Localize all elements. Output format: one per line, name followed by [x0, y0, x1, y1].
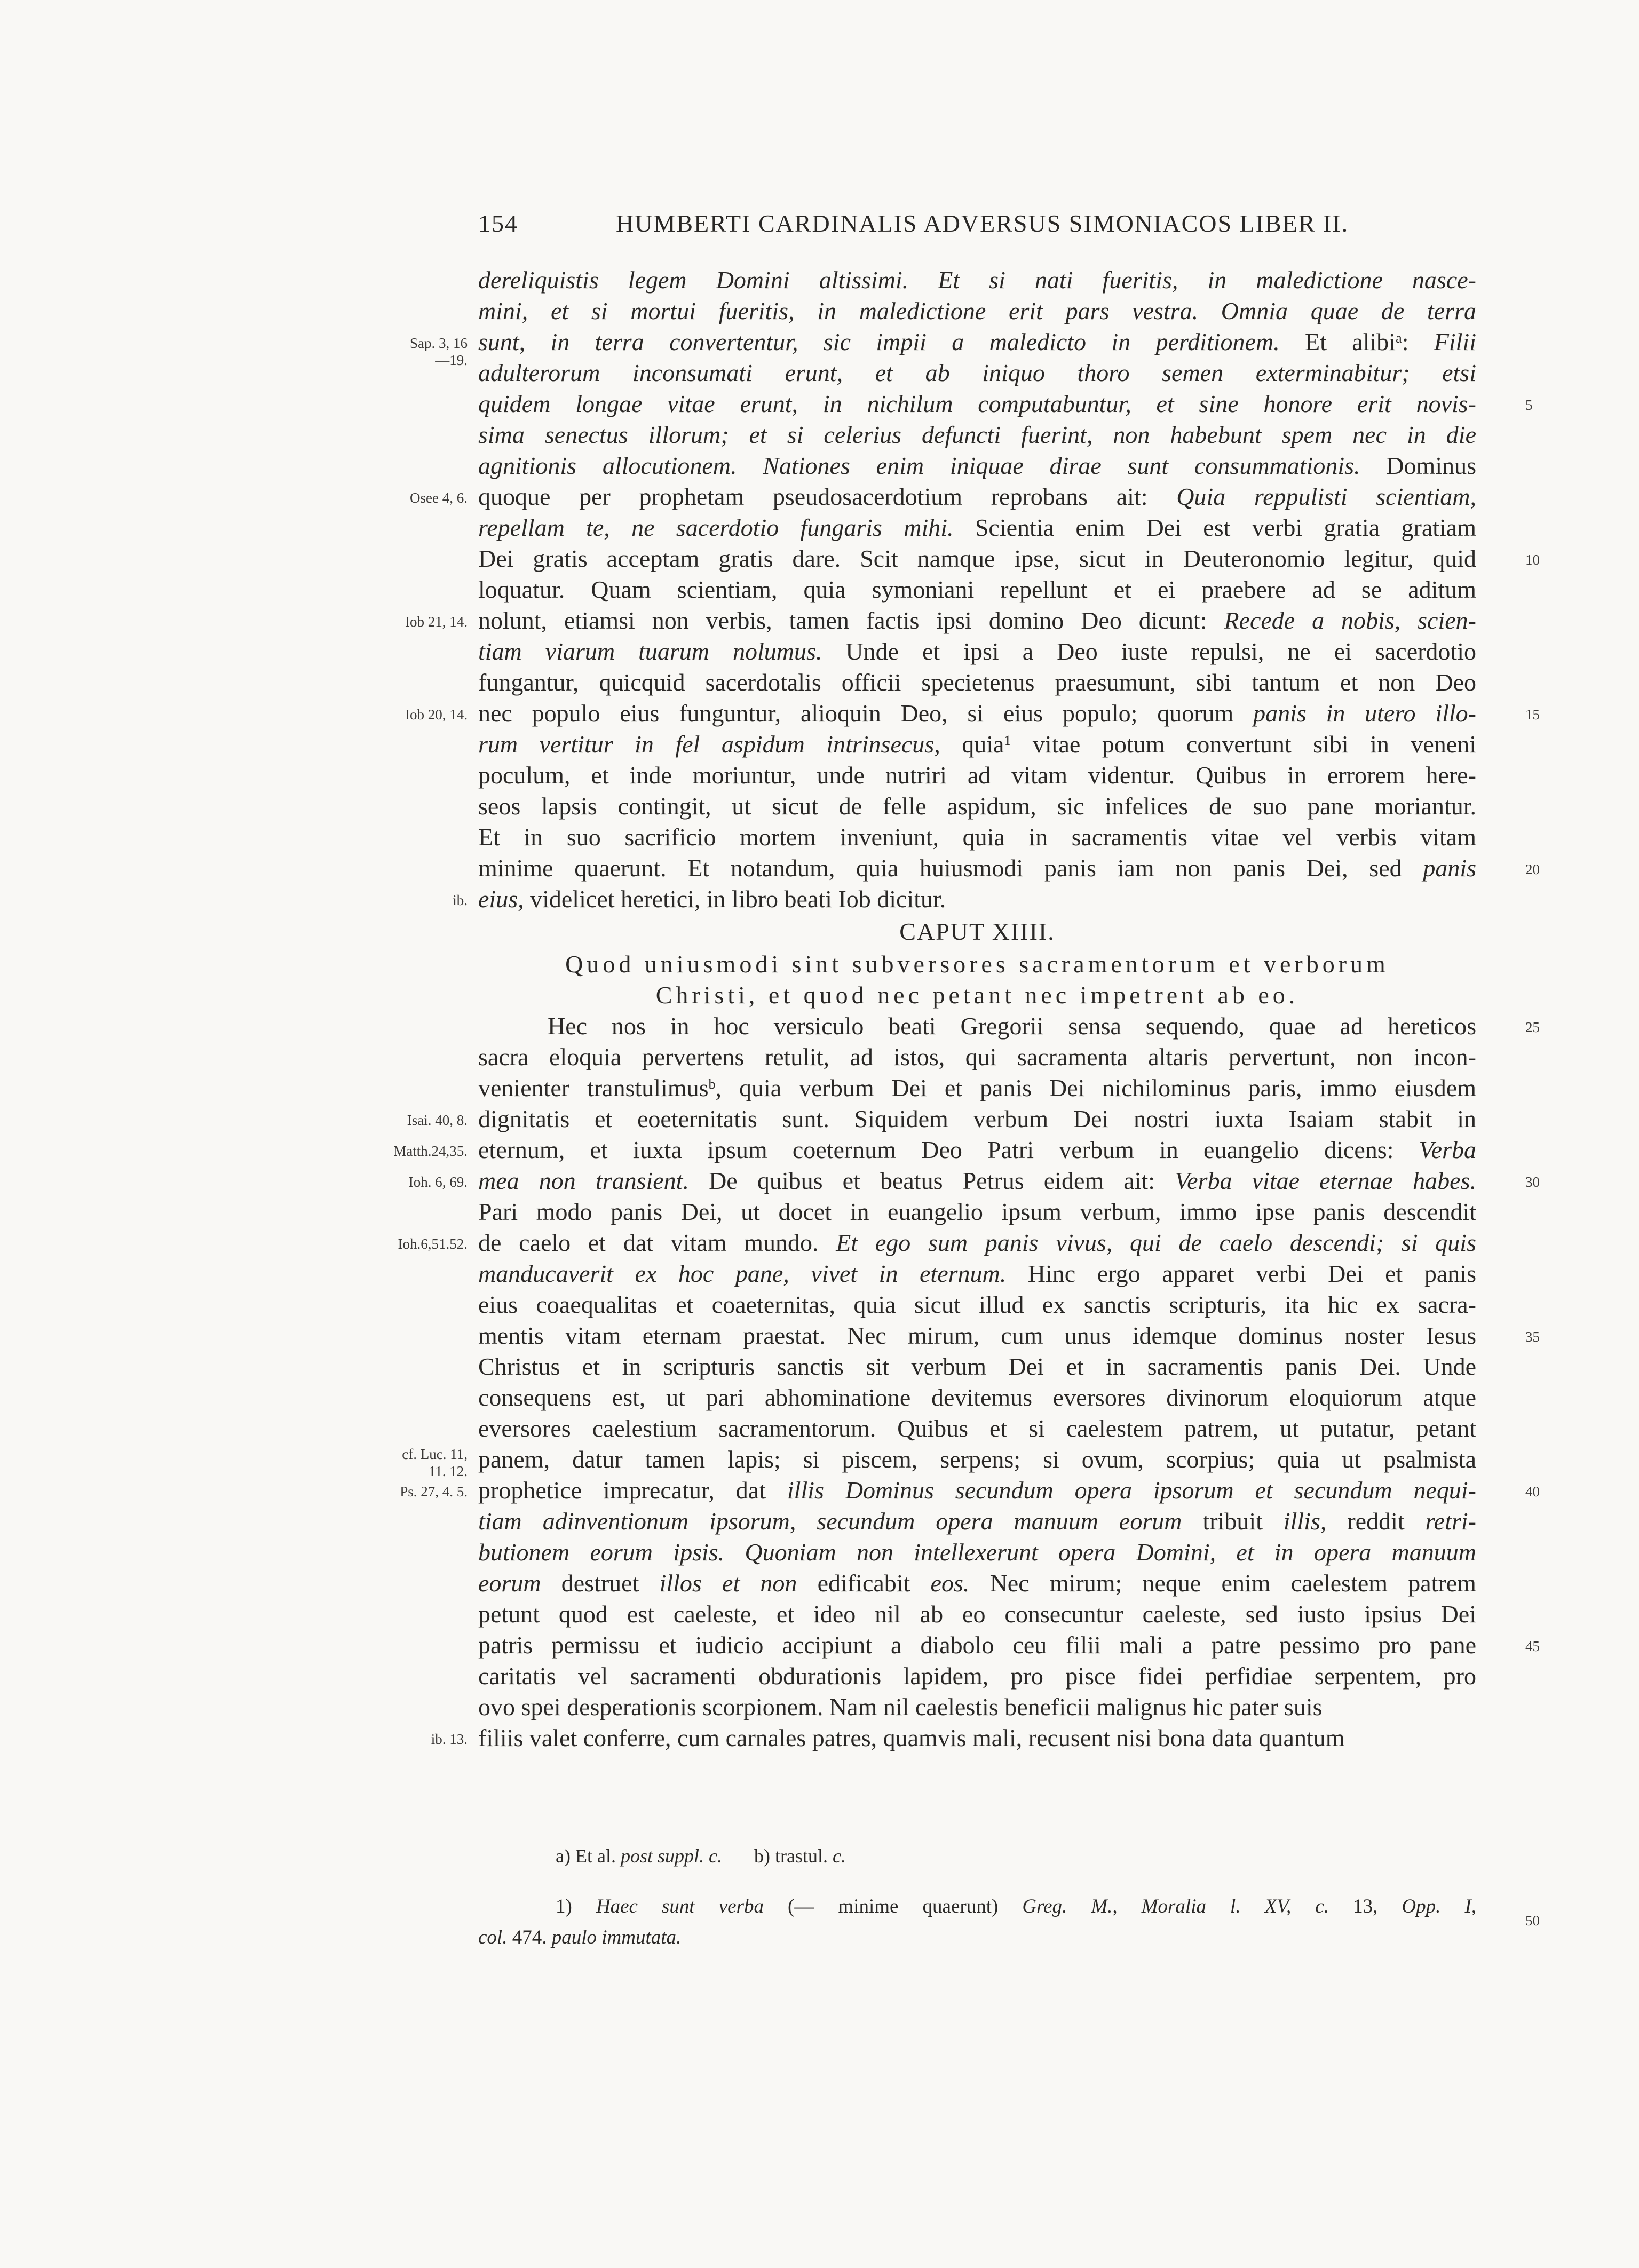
footnotes: [478, 1840, 1540, 1953]
text-segment: consequens est, ut pari abhominatione devitemus eversores divinorum eloquiorum atque: [478, 1384, 1476, 1411]
text-line: [478, 1568, 1476, 1599]
text-segment: venienter transtulimus: [478, 1074, 709, 1101]
text-segment: mini, et si mortui fueritis, in maledictione erit pars vestra. Omnia quae de terra: [478, 297, 1476, 324]
text-line: [478, 1692, 1476, 1723]
line-number: 30: [1525, 1174, 1540, 1190]
text-segment: panis: [1423, 854, 1476, 882]
text-segment: reddit: [1326, 1508, 1426, 1535]
main-text: [478, 265, 1476, 1754]
text-line: [478, 636, 1476, 667]
text-line: [478, 729, 1476, 760]
apparatus-notes: [478, 1840, 1476, 1872]
text-line: [478, 698, 1476, 729]
text-segment: Dei gratis acceptam gratis dare. Scit namque ipse, sicut in Deuteronomio legitur, quid: [478, 545, 1476, 572]
text-segment: Et alibi: [1279, 328, 1396, 355]
running-header: [478, 209, 1385, 252]
text-segment: repellam te, ne sacerdotio fungaris mihi.: [478, 514, 954, 541]
text-segment: Nec mirum; neque enim caelestem patrem: [969, 1569, 1476, 1597]
text-segment: petunt quod est caeleste, et ideo nil ab eo consecuntur caeleste, sed iusto ipsius Dei: [478, 1600, 1476, 1628]
text-line: [478, 1630, 1476, 1661]
text-segment: Hinc ergo apparet verbi Dei et panis: [1006, 1260, 1476, 1287]
text-line: [478, 327, 1476, 358]
scripture-reference: Isai. 40, 8.: [407, 1112, 468, 1128]
text-segment: eversores caelestium sacramentorum. Quibus et si caelestem patrem, ut putatur, petant: [478, 1415, 1476, 1442]
text-segment: destruet: [541, 1569, 660, 1597]
text-segment: ovo spei desperationis scorpionem. Nam nil caelestis beneficii malignus hic pater suis: [478, 1693, 1323, 1720]
footnote-marker: a: [1396, 330, 1402, 346]
text-line: [478, 1599, 1476, 1630]
scripture-reference: Iob 20, 14.: [405, 707, 468, 723]
text-segment: Haec sunt verba: [596, 1896, 764, 1917]
text-line: [478, 1475, 1476, 1506]
text-segment: poculum, et inde moriuntur, unde nutriri ad vitam videntur. Quibus in errorem here-: [478, 762, 1476, 789]
text-segment: eorum: [478, 1569, 541, 1597]
text-segment: Greg. M., Moralia l. XV, c.: [1022, 1896, 1329, 1917]
text-segment: seos lapsis contingit, ut sicut de felle aspidum, sic infelices de suo pane moriantur.: [478, 792, 1476, 820]
chapter-heading: [478, 915, 1476, 949]
line-number: 40: [1525, 1484, 1540, 1500]
scripture-reference: —19.: [435, 352, 468, 368]
text-segment: mea non transient.: [478, 1167, 689, 1194]
text-line: [478, 543, 1476, 574]
text-segment: :: [1402, 328, 1434, 355]
text-segment: caritatis vel sacramenti obdurationis lapidem, pro pisce fidei perfidiae serpentem, pro: [478, 1662, 1476, 1690]
text-segment: Scientia enim Dei est verbi gratia gratiam: [953, 514, 1477, 541]
note-b-label: b) trastul.: [754, 1845, 833, 1867]
line-number: 45: [1525, 1638, 1540, 1654]
text-segment: 474.: [507, 1926, 552, 1948]
text-segment: col.: [478, 1926, 508, 1948]
text-segment: eius coaequalitas et coaeternitas, quia sicut illud ex sanctis scripturis, ita hic ex sacra-: [478, 1291, 1476, 1318]
page-number: 154: [478, 210, 518, 237]
footnote-marker: 1: [1004, 733, 1011, 748]
text-segment: (— minime quaerunt): [764, 1896, 1023, 1917]
text-segment: eternum, et iuxta ipsum coeternum Deo Patri verbum in euangelio dicens:: [478, 1136, 1419, 1163]
scripture-reference: Ps. 27, 4. 5.: [400, 1484, 468, 1500]
text-line: [478, 1537, 1476, 1568]
scripture-reference: ib.: [453, 892, 468, 908]
text-line: [478, 1011, 1476, 1042]
text-segment: 13,: [1329, 1896, 1402, 1917]
text-segment: Et ego sum panis vivus, qui de caelo descendi; si quis: [836, 1229, 1476, 1256]
text-segment: illos et non: [659, 1569, 797, 1597]
text-segment: quoque per prophetam pseudosacerdotium reprobans ait:: [478, 483, 1177, 510]
text-segment: panis in utero illo-: [1253, 700, 1476, 727]
line-number: 5: [1525, 397, 1533, 413]
text-segment: fungantur, quicquid sacerdotalis officii specietenus praesumunt, sibi tantum et non Deo: [478, 669, 1476, 696]
source-note-line: [478, 1922, 1476, 1953]
text-segment: Recede a nobis, scien-: [1224, 607, 1476, 634]
scripture-reference: Ioh. 6, 69.: [408, 1174, 468, 1190]
text-segment: patris permissu et iudicio accipiunt a diabolo ceu filii mali a patre pessimo pro pane: [478, 1631, 1476, 1659]
chapter-subtitle: [478, 949, 1476, 980]
text-line: [478, 760, 1476, 791]
text-segment: dignitatis et eoeternitatis sunt. Siquidem verbum Dei nostri iuxta Isaiam stabit in: [478, 1105, 1476, 1132]
line-number: 10: [1525, 552, 1540, 568]
text-segment: adulterorum inconsumati erunt, et ab iniquo thoro semen exterminabitur; etsi: [478, 359, 1476, 386]
text-segment: De quibus et beatus Petrus eidem ait:: [688, 1167, 1175, 1194]
footnote-marker: b: [708, 1076, 716, 1092]
text-segment: Verba: [1419, 1136, 1476, 1163]
text-line: [478, 1289, 1476, 1320]
text-line: [478, 512, 1476, 543]
text-line: [478, 1104, 1476, 1135]
scripture-reference: ib. 13.: [431, 1731, 468, 1747]
line-number: 50: [1525, 1913, 1540, 1929]
text-segment: vitae potum convertunt sibi in veneni: [1011, 731, 1477, 758]
scripture-reference: Osee 4, 6.: [410, 490, 468, 506]
text-segment: illis Dominus secundum opera ipsorum et secundum nequi-: [787, 1477, 1477, 1504]
text-line: [478, 1258, 1476, 1289]
scripture-reference: Iob 21, 14.: [405, 614, 468, 630]
text-line: [478, 853, 1476, 884]
text-segment: Verba vitae eternae habes.: [1175, 1167, 1476, 1194]
text-line: [478, 1506, 1476, 1537]
text-segment: eius,: [478, 885, 524, 913]
running-title: HUMBERTI CARDINALIS ADVERSUS SIMONIACOS LIBER II.: [616, 210, 1349, 237]
chapter-subtitle: [478, 980, 1476, 1011]
line-number: 35: [1525, 1329, 1540, 1345]
text-segment: tribuit: [1182, 1508, 1284, 1535]
text-line: [478, 358, 1476, 388]
text-line: [478, 1382, 1476, 1413]
text-segment: sunt, in terra convertentur, sic impii a maledicto in perditionem.: [478, 328, 1280, 355]
text-line: [478, 605, 1476, 636]
text-segment: butionem eorum ipsis. Quoniam non intellexerunt opera Domini, et in opera manuum: [478, 1539, 1476, 1566]
text-segment: loquatur. Quam scientiam, quia symoniani repellunt et ei praebere ad se aditum: [478, 576, 1476, 603]
scripture-reference: cf. Luc. 11,: [402, 1446, 468, 1463]
text-segment: 1): [556, 1896, 596, 1917]
text-segment: paulo immutata.: [551, 1926, 682, 1948]
source-note: [478, 1891, 1476, 1953]
text-segment: tiam viarum tuarum nolumus.: [478, 638, 822, 665]
text-line: [478, 822, 1476, 853]
text-segment: filiis valet conferre, cum carnales patres, quamvis mali, recusent nisi bona data quantum: [478, 1724, 1345, 1751]
text-line: [478, 481, 1476, 512]
text-segment: nec populo eius funguntur, alioquin Deo, si eius populo; quorum: [478, 700, 1254, 727]
text-segment: Et in suo sacrificio mortem inveniunt, quia in sacramentis vitae vel verbis vitam: [478, 823, 1476, 851]
note-b-text: c.: [832, 1845, 846, 1867]
text-line: [478, 1196, 1476, 1227]
text-line: [478, 1320, 1476, 1351]
line-number: 15: [1525, 707, 1540, 723]
text-segment: retri-: [1425, 1508, 1476, 1535]
text-segment: Quod uniusmodi sint subversores sacramentorum et verborum: [565, 950, 1389, 978]
text-segment: Christi, et quod nec petant nec impetrent ab eo.: [655, 981, 1299, 1009]
line-number: 25: [1525, 1019, 1540, 1035]
text-segment: mentis vitam eternam praestat. Nec mirum, cum unus idemque dominus noster Iesus: [478, 1322, 1476, 1349]
text-line: [478, 450, 1476, 481]
text-line: [478, 1351, 1476, 1382]
note-a-text: post suppl. c.: [620, 1845, 722, 1867]
text-segment: sima senectus illorum; et si celerius defuncti fuerint, non habebunt spem nec in die: [478, 421, 1476, 448]
text-line: [478, 296, 1476, 327]
text-segment: eos.: [930, 1569, 970, 1597]
text-line: [478, 1042, 1476, 1073]
text-segment: quia: [940, 731, 1004, 758]
text-line: [478, 667, 1476, 698]
line-number: 20: [1525, 861, 1540, 877]
text-segment: CAPUT XIIII.: [899, 918, 1055, 945]
text-segment: Pari modo panis Dei, ut docet in euangelio ipsum verbum, immo ipse panis descendit: [478, 1198, 1476, 1225]
text-segment: , quia verbum Dei et panis Dei nichilominus paris, immo eiusdem: [715, 1074, 1476, 1101]
text-segment: Filii: [1434, 328, 1476, 355]
text-line: [478, 1165, 1476, 1196]
text-line: [478, 574, 1476, 605]
text-segment: prophetice imprecatur, dat: [478, 1477, 787, 1504]
scripture-reference: Sap. 3, 16: [410, 335, 468, 351]
text-line: [478, 1444, 1476, 1475]
text-line: [478, 1227, 1476, 1258]
scripture-reference: 11. 12.: [428, 1463, 468, 1480]
text-segment: rum vertitur in fel aspidum intrinsecus,: [478, 731, 940, 758]
scripture-reference: Ioh.6,51.52.: [398, 1236, 468, 1252]
text-segment: tiam adinventionum ipsorum, secundum opera manuum eorum: [478, 1508, 1182, 1535]
text-segment: videlicet heretici, in libro beati Iob dicitur.: [524, 885, 946, 913]
text-segment: Opp. I,: [1402, 1896, 1477, 1917]
text-line: [478, 1073, 1476, 1104]
text-line: [478, 791, 1476, 822]
text-segment: nolunt, etiamsi non verbis, tamen factis ipsi domino Deo dicunt:: [478, 607, 1224, 634]
text-line: [478, 1135, 1476, 1165]
text-line: [478, 884, 1476, 915]
text-line: [478, 1723, 1476, 1754]
text-line: [478, 1661, 1476, 1692]
text-line: [478, 1413, 1476, 1444]
text-segment: dereliquistis legem Domini altissimi. Et si nati fueritis, in maledictione nasce-: [478, 266, 1476, 294]
text-segment: edificabit: [797, 1569, 931, 1597]
text-segment: minime quaerunt. Et notandum, quia huiusmodi panis iam non panis Dei, sed: [478, 854, 1423, 882]
text-line: [478, 265, 1476, 296]
text-segment: de caelo et dat vitam mundo.: [478, 1229, 836, 1256]
text-segment: illis,: [1283, 1508, 1327, 1535]
text-segment: Dominus: [1360, 452, 1476, 479]
text-line: [478, 388, 1476, 419]
text-segment: panem, datur tamen lapis; si piscem, serpens; si ovum, scorpius; quia ut psalmista: [478, 1446, 1476, 1473]
text-segment: Hec nos in hoc versiculo beati Gregorii sensa sequendo, quae ad hereticos: [548, 1012, 1476, 1040]
text-segment: Unde et ipsi a Deo iuste repulsi, ne ei sacerdotio: [822, 638, 1476, 665]
text-segment: agnitionis allocutionem. Nationes enim iniquae dirae sunt consummationis.: [478, 452, 1360, 479]
text-line: [478, 419, 1476, 450]
source-note-line: [478, 1891, 1476, 1922]
text-segment: Quia reppulisti scientiam,: [1176, 483, 1476, 510]
text-segment: quidem longae vitae erunt, in nichilum computabuntur, et sine honore erit novis-: [478, 390, 1476, 417]
text-segment: manducaverit ex hoc pane, vivet in eternum.: [478, 1260, 1007, 1287]
scripture-reference: Matth.24,35.: [393, 1143, 468, 1159]
text-segment: sacra eloquia pervertens retulit, ad istos, qui sacramenta altaris pervertunt, non incon-: [478, 1043, 1476, 1070]
text-segment: Christus et in scripturis sanctis sit verbum Dei et in sacramentis panis Dei. Unde: [478, 1353, 1476, 1380]
note-a-label: a) Et al.: [556, 1845, 621, 1867]
